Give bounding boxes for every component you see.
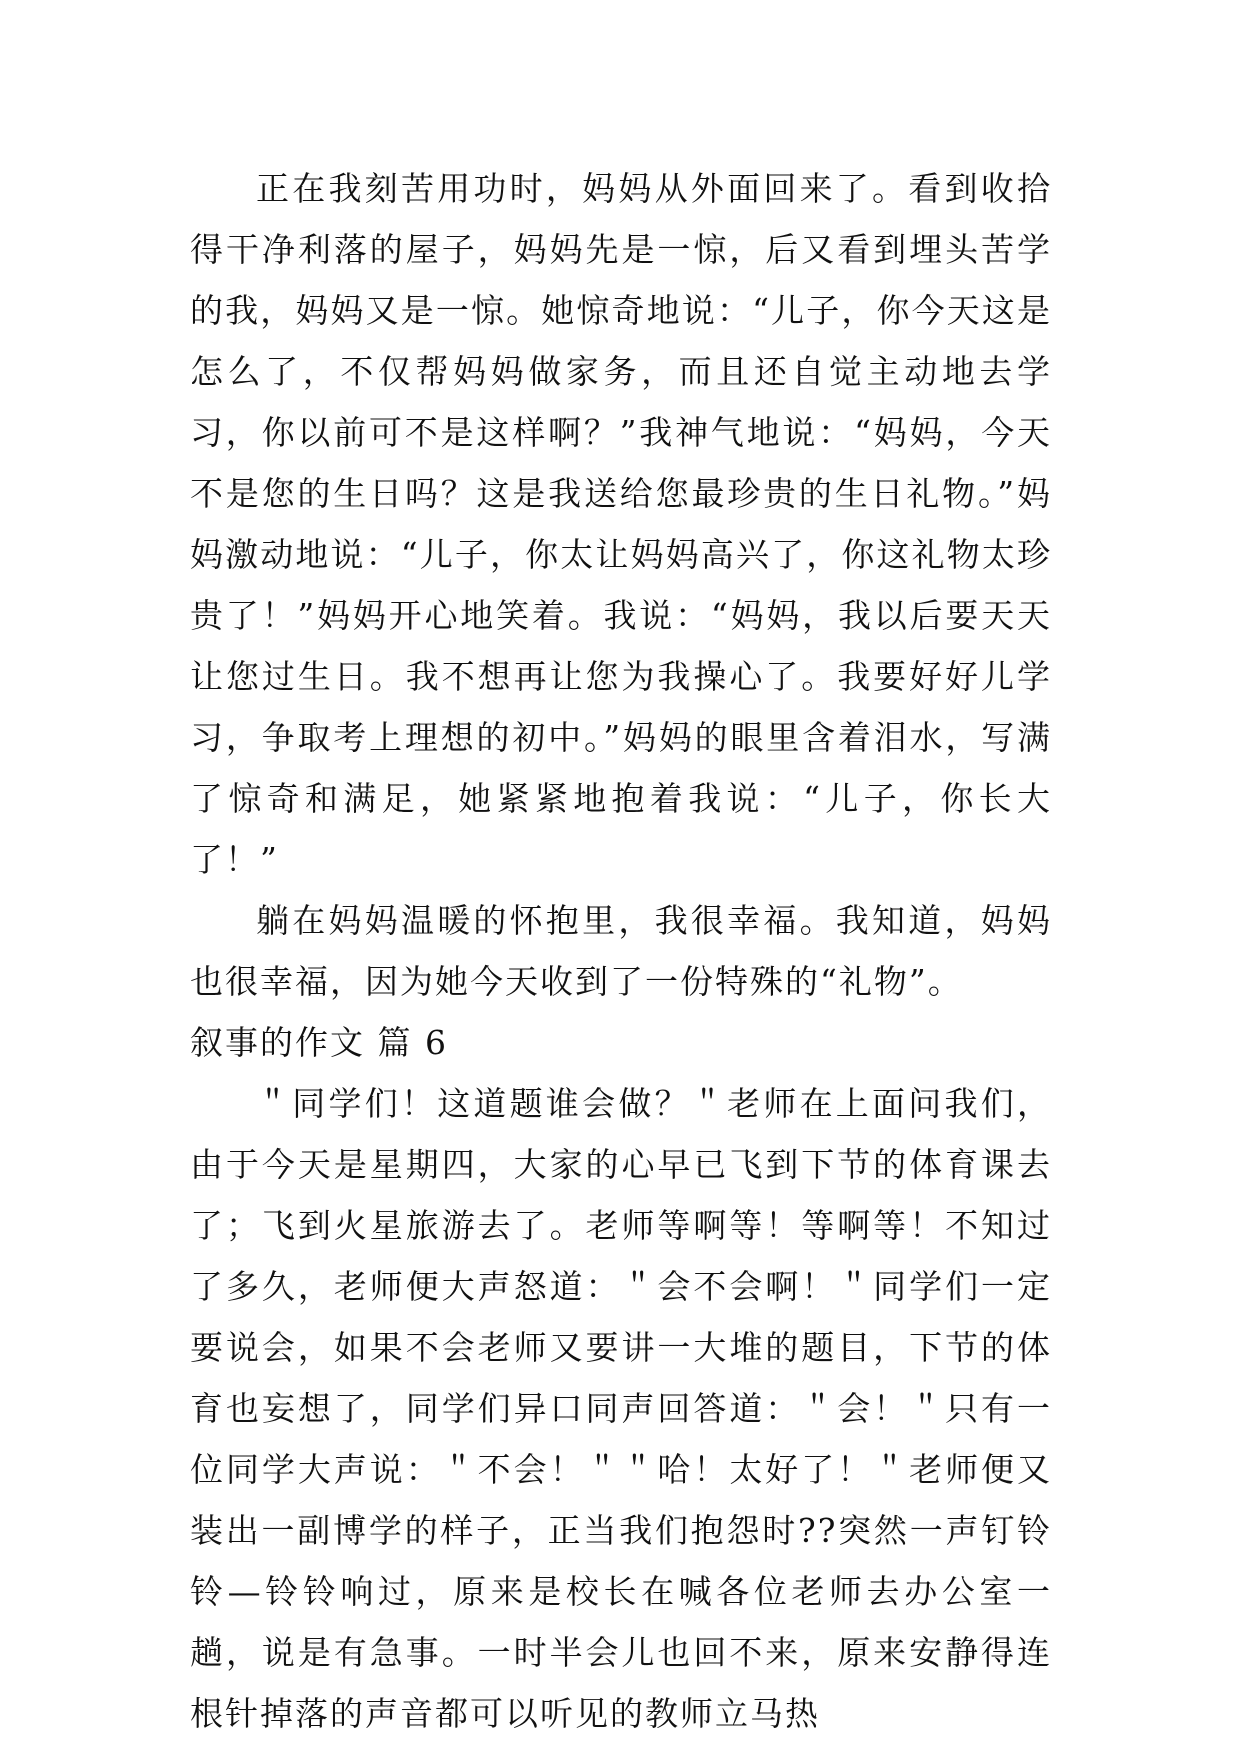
section-heading: 叙事的作文 篇 6 <box>190 1023 448 1062</box>
paragraph: ＂同学们！这道题谁会做？＂老师在上面问我们，由于今天是星期四，大家的心早已飞到下节的体育课去了；飞到火星旅游去了。老师等啊等！等啊等！不知过了多久，老师便大声怒道：＂会不会啊！＂同学们一定要说会，如果不会老师又要讲一大堆的题目，下节的体育也妄想了，同学们异口同声回答道：＂会！＂只有一位同学大声说：＂不会！＂＂哈！太好了！＂老师便又装出一副博学的样子，正当我们抱怨时??突然一声钉铃铃—铃铃响过，原来是校长在喊各位老师去办公室一趟，说是有急事。一时半会儿也回不来，原来安静得连根针掉落的声音都可以听见的教师立马热 <box>190 1084 1052 1733</box>
document-body <box>190 158 1052 1744</box>
paragraph: 正在我刻苦用功时，妈妈从外面回来了。看到收拾得干净利落的屋子，妈妈先是一惊，后又看到埋头苦学的我，妈妈又是一惊。她惊奇地说：“儿子，你今天这是怎么了，不仅帮妈妈做家务，而且还自觉主动地去学习，你以前可不是这样啊？”我神气地说：“妈妈，今天不是您的生日吗？这是我送给您最珍贵的生日礼物。”妈妈激动地说：“儿子，你太让妈妈高兴了，你这礼物太珍贵了！”妈妈开心地笑着。我说：“妈妈，我以后要天天让您过生日。我不想再让您为我操心了。我要好好儿学习，争取考上理想的初中。”妈妈的眼里含着泪水，写满了惊奇和满足，她紧紧地抱着我说：“儿子，你长大了！” <box>190 169 1052 879</box>
paragraph: 躺在妈妈温暖的怀抱里，我很幸福。我知道，妈妈也很幸福，因为她今天收到了一份特殊的“礼物”。 <box>190 901 1052 1001</box>
